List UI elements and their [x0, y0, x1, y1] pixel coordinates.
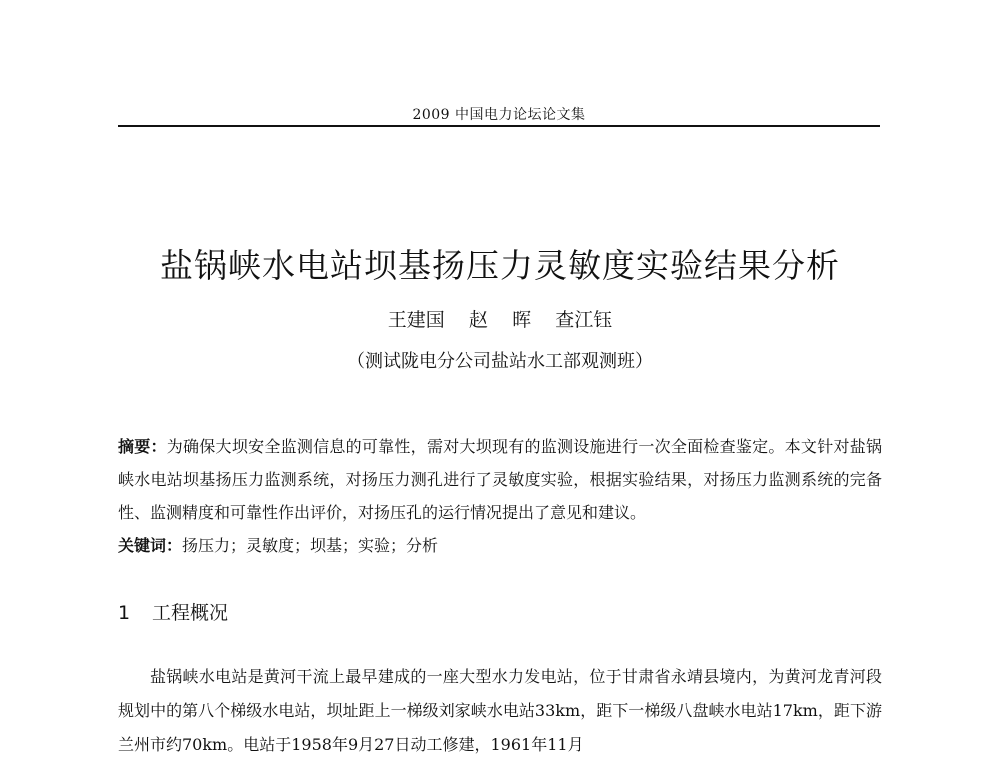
abstract-label: 摘要：	[118, 437, 167, 456]
running-header: 2009 中国电力论坛论文集	[412, 107, 586, 123]
paper-title: 盐锅峡水电站坝基扬压力灵敏度实验结果分析	[160, 246, 840, 286]
author-affiliation: （测试陇电分公司盐站水工部观测班）	[347, 351, 653, 372]
author-list: 王建国 赵 晖 查江钰	[387, 309, 613, 331]
keywords	[118, 529, 882, 562]
section-number: 1	[118, 602, 131, 624]
abstract-text: 为确保大坝安全监测信息的可靠性，需对大坝现有的监测设施进行一次全面检查鉴定。本文针对盐锅峡水电站坝基扬压力监测系统，对扬压力测孔进行了灵敏度实验，根据实验结果，对扬压力监测系统的完备性、监测精度和可靠性作出评价，对扬压孔的运行情况提出了意见和建议。	[118, 437, 882, 522]
keywords-label: 关键词：	[118, 536, 183, 555]
abstract	[118, 430, 882, 529]
body-paragraph: 盐锅峡水电站是黄河干流上最早建成的一座大型水力发电站，位于甘肃省永靖县境内，为黄河龙青河段规划中的第八个梯级水电站，坝址距上一梯级刘家峡水电站33km，距下一梯级八盘峡水电站17km，距下游兰州市约70km。电站于1958年9月27日动工修建，1961年11月	[118, 667, 882, 754]
header-divider	[118, 125, 880, 127]
section-title: 工程概况	[152, 602, 229, 624]
section-heading	[118, 598, 228, 625]
keywords-text: 扬压力；灵敏度；坝基；实验；分析	[182, 536, 439, 555]
